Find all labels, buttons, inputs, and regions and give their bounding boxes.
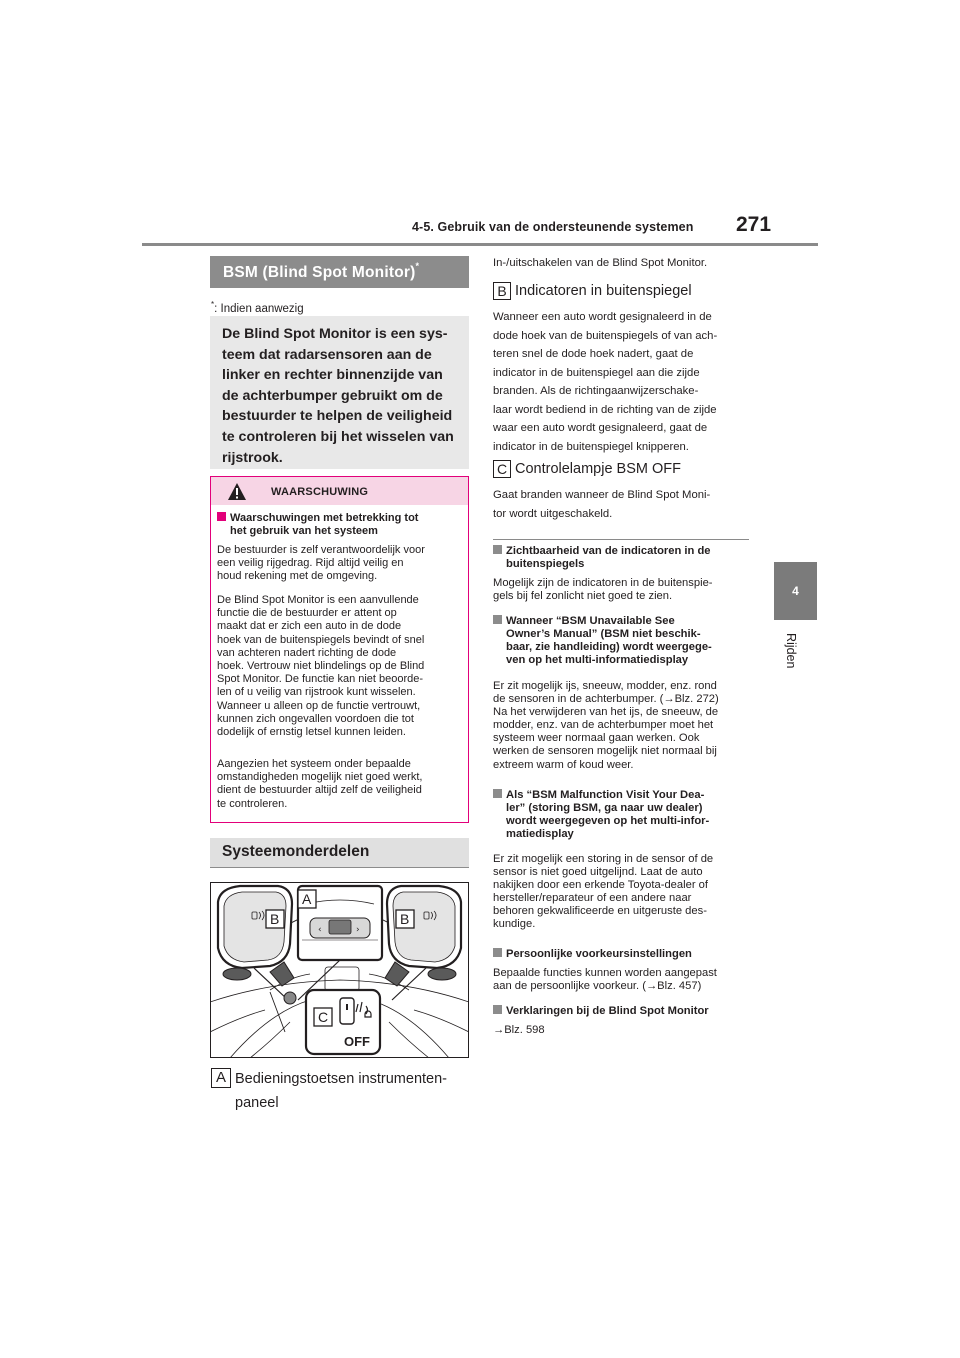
paragraph-c: Gaat branden wanneer de Blind Spot Moni- tor wordt uitgeschakeld.: [493, 489, 711, 520]
intro-line: de achterbumper gebruikt om de: [222, 387, 443, 404]
note-title: Als “BSM Malfunction Visit Your Dea- ler” (storing BSM, ga naar uw dealer) wordt weergegeven op het multi-infor- matiedisplay: [493, 789, 751, 841]
diagram-label-b-right: B: [400, 911, 410, 927]
warning-paragraph: De Blind Spot Monitor is een aanvullende functie die de bestuurder er attent op maakt dat er zich een auto in de dode hoek van de buitenspiegels bevindt of snel van achteren nadert richting de dode hoek. Vertrouw niet blindelings op de Blind Spot Monitor. De functie kan niet beoorde- len of u veilig van rijstrook kunt wisselen. Wanneer u alleen op de functie vertrouwt, kunnen zich ongevallen voordoen die tot dodelijk of ernstig letsel kunnen leiden.: [217, 594, 425, 739]
label-box-c: C: [493, 460, 511, 478]
warning-label: WAARSCHUWING: [271, 486, 369, 498]
bullet-square-icon: [493, 1005, 502, 1014]
section-heading-components: Systeemonderdelen: [210, 838, 469, 868]
divider: [493, 539, 749, 540]
note-title: Zichtbaarheid van de indicatoren in de buitenspiegels: [493, 545, 751, 571]
bullet-square-icon: [493, 948, 502, 957]
note-body: Er zit mogelijk ijs, sneeuw, modder, enz. rond de sensoren in de achterbumper. (→Blz. 272) Na het verwijderen van het ijs, de sneeuw, de modder, enz. van de achterbumper moet het systeem weer normaal gaan werken. Ook werken de sensoren mogelijk niet normaal bij extreem warm of koud weer.: [493, 680, 719, 771]
diagram-label-c: C: [318, 1009, 329, 1025]
intro-line: rijstrook.: [222, 449, 283, 466]
footnote-mark: *: [415, 261, 420, 271]
caption-a-text: Bedieningstoetsen instrumenten- paneel: [235, 1071, 447, 1111]
label-box-b: B: [493, 282, 511, 300]
warning-subtitle: Waarschuwingen met betrekking tot het gebruik van het systeem: [217, 512, 462, 538]
intro-line: teem dat radarsensoren aan de: [222, 346, 432, 363]
warning-paragraph: Aangezien het systeem onder bepaalde omstandigheden mogelijk niet goed werkt, dient de bestuurder altijd zelf de veiligheid te controleren.: [217, 758, 423, 810]
warning-box: [210, 476, 469, 823]
system-components-diagram: [210, 882, 469, 1058]
label-title-b: Indicatoren in buitenspiegel: [515, 283, 692, 299]
footnote-star: *: [211, 300, 215, 309]
diagram-label-off: OFF: [344, 1034, 370, 1049]
right-intro-text: In-/uitschakelen van de Blind Spot Monitor.: [493, 257, 708, 269]
note-title: Verklaringen bij de Blind Spot Monitor: [493, 1005, 751, 1018]
bullet-square-icon: [493, 789, 502, 798]
intro-line: bestuurder te helpen de veiligheid: [222, 408, 453, 425]
heading-text: BSM (Blind Spot Monitor): [223, 264, 416, 282]
page-reference-link[interactable]: →Blz. 598: [493, 1024, 545, 1036]
note-title: Wanneer “BSM Unavailable See Owner’s Manual” (BSM niet beschik- baar, zie handleiding) wordt weergege- ven op het multi-informatiedisplay: [493, 615, 751, 667]
svg-text:›: ›: [356, 925, 360, 935]
footnote-text: : Indien aanwezig: [214, 302, 304, 315]
section-title: 4-5. Gebruik van de ondersteunende systemen: [412, 220, 694, 234]
svg-text:‹: ‹: [318, 925, 322, 935]
note-body: [493, 1024, 751, 1037]
label-title-c: Controlelampje BSM OFF: [515, 461, 681, 477]
paragraph-b: Wanneer een auto wordt gesignaleerd in de dode hoek van de buitenspiegels of van ach- teren snel de dode hoek nadert, gaat de indicator in de buitenspiegel aan die zijde branden. Als de richtingaanwijzerschake- laar wordt bediend in de richting van de zijde waar een auto wordt gesignaleerd, gaat de indicator in de buitenspiegel knipperen.: [493, 311, 718, 453]
note-body: Bepaalde functies kunnen worden aangepast aan de persoonlijke voorkeur. (→Blz. 457): [493, 967, 717, 993]
intro-line: De Blind Spot Monitor is een sys-: [222, 326, 448, 342]
bullet-square-icon: [217, 512, 226, 521]
footnote: [211, 300, 304, 315]
intro-line: te controleren bij het wisselen van: [222, 428, 454, 445]
chapter-label: Rijden: [784, 633, 798, 669]
header-rule: [142, 243, 818, 246]
section-heading-bsm: [210, 256, 469, 288]
bullet-square-icon: [493, 545, 502, 554]
caption-label-box: A: [211, 1068, 231, 1088]
warning-header: [211, 477, 468, 505]
bullet-square-icon: [493, 615, 502, 624]
warning-paragraph: De bestuurder is zelf verantwoordelijk voor een veilig rijgedrag. Rijd altijd veilig en houd rekening met de omgeving.: [217, 544, 425, 583]
note-body: Mogelijk zijn de indicatoren in de buitenspie- gels bij fel zonlicht niet goed te zien.: [493, 577, 713, 603]
diagram-label-a: A: [302, 891, 312, 907]
intro-line: linker en rechter binnenzijde van: [222, 367, 443, 384]
note-title: Persoonlijke voorkeursinstellingen: [493, 948, 751, 961]
warning-triangle-icon: [227, 482, 247, 501]
chapter-tab[interactable]: 4: [774, 562, 817, 620]
intro-box: [210, 316, 469, 469]
diagram-label-b-left: B: [270, 911, 280, 927]
note-body: Er zit mogelijk een storing in de sensor of de sensor is niet goed uitgelijnd. Laat de auto nakijken door een erkende Toyota-dealer of hersteller/reparateur of een andere naar behoren gekwalificeerde en uitgeruste des- kundige.: [493, 853, 714, 931]
page-number: 271: [736, 213, 772, 236]
